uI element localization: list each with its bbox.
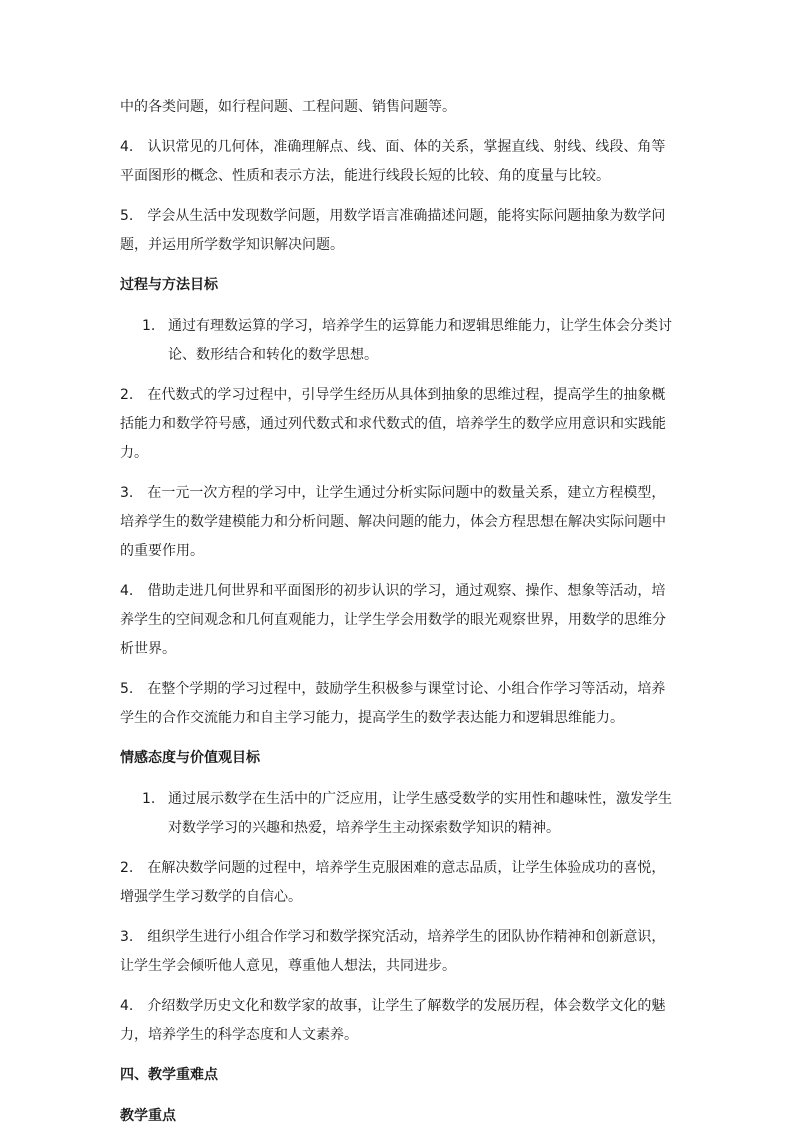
item-number: 1. xyxy=(142,318,156,334)
item-number: 4. xyxy=(120,583,134,599)
emotion-goal-item-4 xyxy=(120,992,676,1050)
knowledge-goal-item-4 xyxy=(120,133,676,191)
item-number: 3. xyxy=(120,485,134,501)
paragraph-continuation: 中的各类问题，如行程问题、工程问题、销售问题等。 xyxy=(120,99,456,115)
process-goal-item-3 xyxy=(120,479,676,566)
emotion-goal-item-1 xyxy=(120,785,676,843)
item-number: 5. xyxy=(120,681,134,697)
document-page xyxy=(120,93,676,1143)
item-text: 通过有理数运算的学习，培养学生的运算能力和逻辑思维能力，让学生体会分类讨论、数形结合和转化的数学思想。 xyxy=(168,318,672,363)
heading-key-points: 教学重点 xyxy=(120,1108,176,1124)
heading-emotion-goals: 情感态度与价值观目标 xyxy=(120,750,260,766)
item-text: 在代数式的学习过程中，引导学生经历从具体到抽象的思维过程，提高学生的抽象概括能力和数学符号感，通过列代数式和求代数式的值，培养学生的数学应用意识和实践能力。 xyxy=(120,387,666,461)
emotion-goal-item-3 xyxy=(120,923,676,981)
item-text: 认识常见的几何体，准确理解点、线、面、体的关系，掌握直线、射线、线段、角等平面图形的概念、性质和表示方法，能进行线段长短的比较、角的度量与比较。 xyxy=(120,139,666,184)
item-text: 通过展示数学在生活中的广泛应用，让学生感受数学的实用性和趣味性，激发学生对数学学习的兴趣和热爱，培养学生主动探索数学知识的精神。 xyxy=(168,791,672,836)
item-number: 4. xyxy=(120,998,134,1014)
item-text: 在一元一次方程的学习中，让学生通过分析实际问题中的数量关系，建立方程模型，培养学生的数学建模能力和分析问题、解决问题的能力，体会方程思想在解决实际问题中的重要作用。 xyxy=(120,485,666,559)
item-text: 介绍数学历史文化和数学家的故事，让学生了解数学的发展历程，体会数学文化的魅力，培养学生的科学态度和人文素养。 xyxy=(120,998,666,1043)
heading-process-goals: 过程与方法目标 xyxy=(120,277,218,293)
item-number: 2. xyxy=(120,387,134,403)
item-number: 2. xyxy=(120,860,134,876)
item-text: 学会从生活中发现数学问题，用数学语言准确描述问题，能将实际问题抽象为数学问题，并运用所学数学知识解决问题。 xyxy=(120,208,666,253)
item-number: 1. xyxy=(142,791,156,807)
item-number: 4. xyxy=(120,139,134,155)
heading-section-4: 四、教学重难点 xyxy=(120,1067,218,1083)
item-text: 在解决数学问题的过程中，培养学生克服困难的意志品质，让学生体验成功的喜悦，增强学生学习数学的自信心。 xyxy=(120,860,666,905)
emotion-goal-item-2 xyxy=(120,854,676,912)
item-text: 在整个学期的学习过程中，鼓励学生积极参与课堂讨论、小组合作学习等活动，培养学生的合作交流能力和自主学习能力，提高学生的数学表达能力和逻辑思维能力。 xyxy=(120,681,666,726)
process-goal-item-1 xyxy=(120,312,676,370)
item-number: 5. xyxy=(120,208,134,224)
process-goal-item-4 xyxy=(120,577,676,664)
knowledge-goal-item-5 xyxy=(120,202,676,260)
item-text: 借助走进几何世界和平面图形的初步认识的学习，通过观察、操作、想象等活动，培养学生的空间观念和几何直观能力，让学生学会用数学的眼光观察世界，用数学的思维分析世界。 xyxy=(120,583,666,657)
item-number: 3. xyxy=(120,929,134,945)
item-text: 组织学生进行小组合作学习和数学探究活动，培养学生的团队协作精神和创新意识，让学生学会倾听他人意见，尊重他人想法，共同进步。 xyxy=(120,929,666,974)
process-goal-item-2 xyxy=(120,381,676,468)
process-goal-item-5 xyxy=(120,675,676,733)
